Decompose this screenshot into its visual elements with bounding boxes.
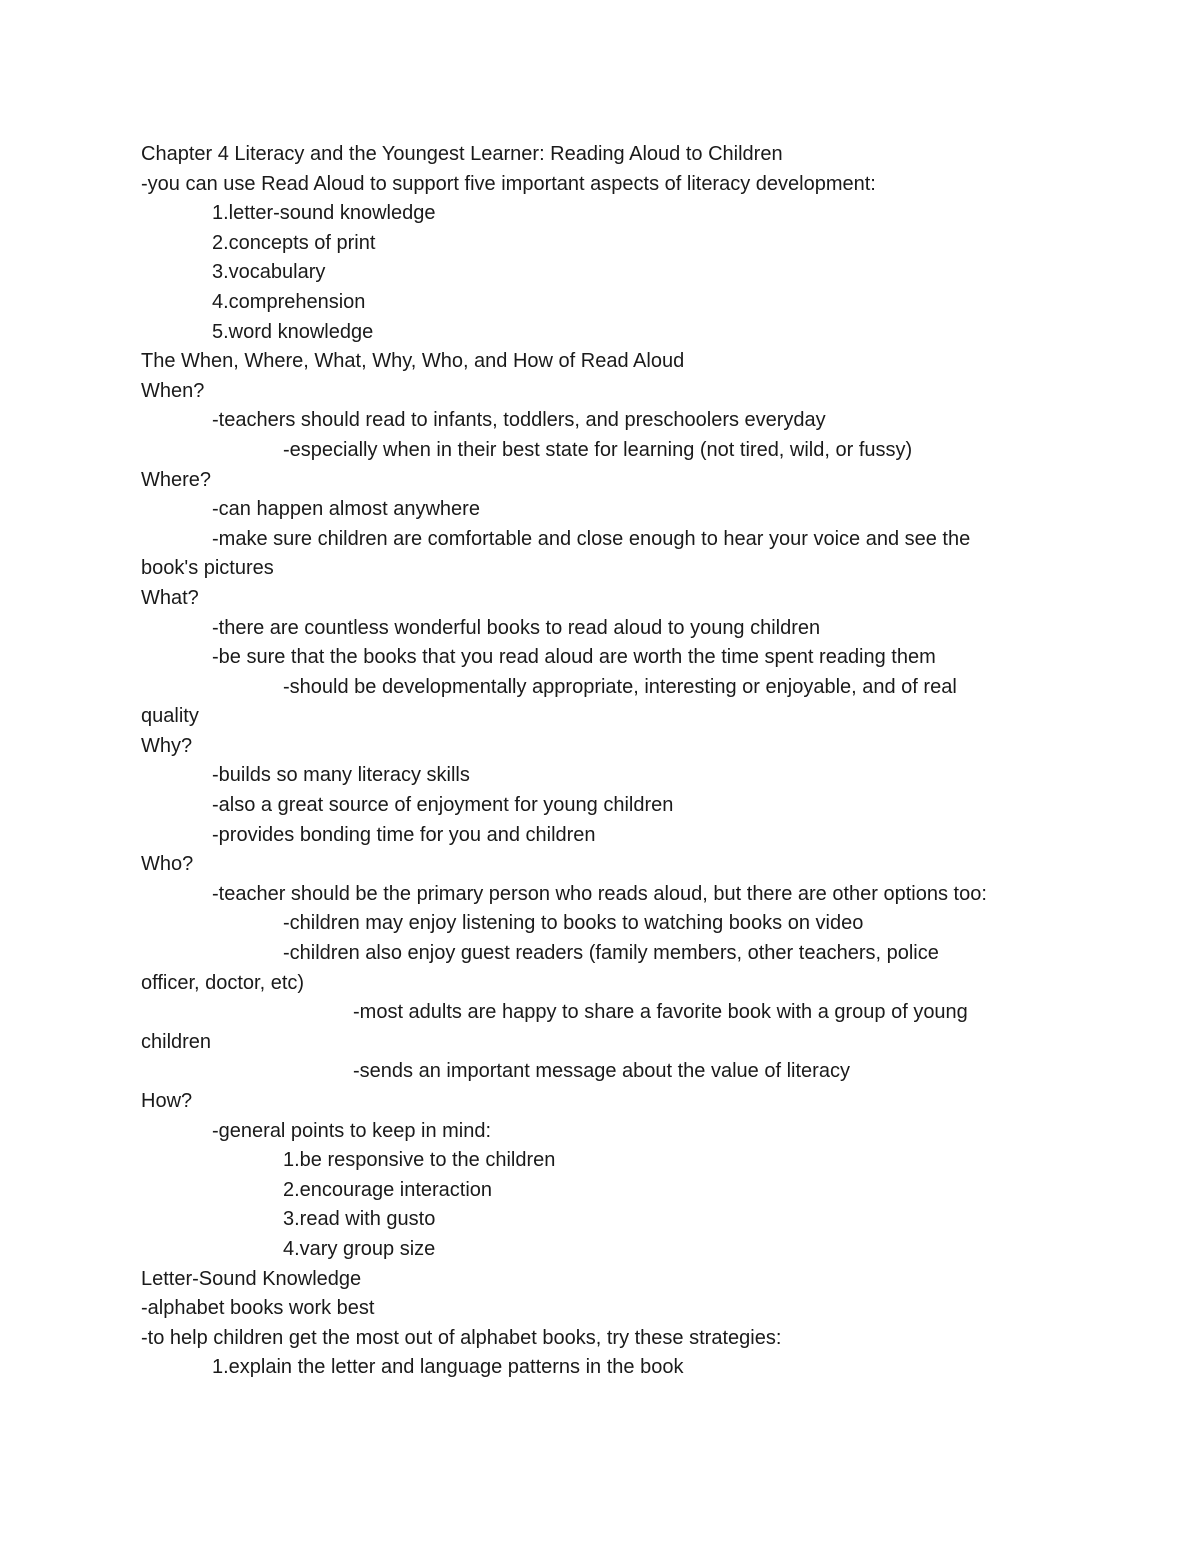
text-line: 4.comprehension: [212, 290, 366, 313]
text-line: 1.letter-sound knowledge: [212, 202, 436, 225]
text-line: How?: [141, 1090, 193, 1112]
text-line: Chapter 4 Literacy and the Youngest Learner: Reading Aloud to Children: [141, 143, 783, 165]
text-line: The When, Where, What, Why, Who, and How of Read Aloud: [141, 350, 685, 373]
text-line: -provides bonding time for you and children: [212, 823, 596, 846]
text-line: When?: [141, 379, 205, 402]
text-line: 1.explain the letter and language patterns in the book: [212, 1356, 684, 1379]
text-line: officer, doctor, etc): [141, 971, 305, 994]
text-line: -general points to keep in mind:: [212, 1119, 492, 1142]
text-line: -children may enjoy listening to books to watching books on video: [283, 912, 864, 935]
text-line: -alphabet books work best: [141, 1297, 375, 1320]
text-line: -teachers should read to infants, toddlers, and preschoolers everyday: [212, 409, 826, 432]
text-line: -you can use Read Aloud to support five important aspects of literacy development:: [141, 172, 876, 195]
text-line: -builds so many literacy skills: [212, 764, 470, 787]
text-line: -make sure children are comfortable and close enough to hear your voice and see the: [212, 527, 971, 550]
text-line: Letter-Sound Knowledge: [141, 1267, 362, 1290]
text-line: Why?: [141, 734, 193, 757]
text-line: 3.vocabulary: [212, 261, 326, 284]
text-line: -sends an important message about the value of literacy: [353, 1060, 850, 1083]
text-line: book's pictures: [141, 557, 274, 580]
text-line: 1.be responsive to the children: [283, 1149, 556, 1172]
text-line: What?: [141, 586, 199, 609]
text-line: -teacher should be the primary person who reads aloud, but there are other options too:: [212, 882, 987, 905]
text-line: -should be developmentally appropriate, interesting or enjoyable, and of real: [283, 675, 957, 698]
text-line: 5.word knowledge: [212, 320, 374, 343]
text-line: 3.read with gusto: [283, 1208, 436, 1231]
text-line: children: [141, 1030, 212, 1053]
text-line: -also a great source of enjoyment for young children: [212, 794, 674, 817]
text-line: -to help children get the most out of alphabet books, try these strategies:: [141, 1326, 782, 1349]
text-line: -there are countless wonderful books to read aloud to young children: [212, 616, 821, 639]
text-line: -be sure that the books that you read aloud are worth the time spent reading them: [212, 646, 936, 669]
text-line: 2.encourage interaction: [283, 1178, 493, 1201]
text-line: 2.concepts of print: [212, 231, 376, 254]
document-body: [141, 140, 1061, 1383]
text-line: 4.vary group size: [283, 1237, 436, 1260]
text-line: Where?: [141, 468, 212, 491]
text-line: -can happen almost anywhere: [212, 498, 480, 521]
text-line: quality: [141, 705, 199, 728]
text-line: -especially when in their best state for learning (not tired, wild, or fussy): [283, 438, 913, 461]
text-line: Who?: [141, 853, 194, 876]
text-line: -children also enjoy guest readers (family members, other teachers, police: [283, 942, 939, 965]
text-line: -most adults are happy to share a favorite book with a group of young: [353, 1001, 968, 1024]
